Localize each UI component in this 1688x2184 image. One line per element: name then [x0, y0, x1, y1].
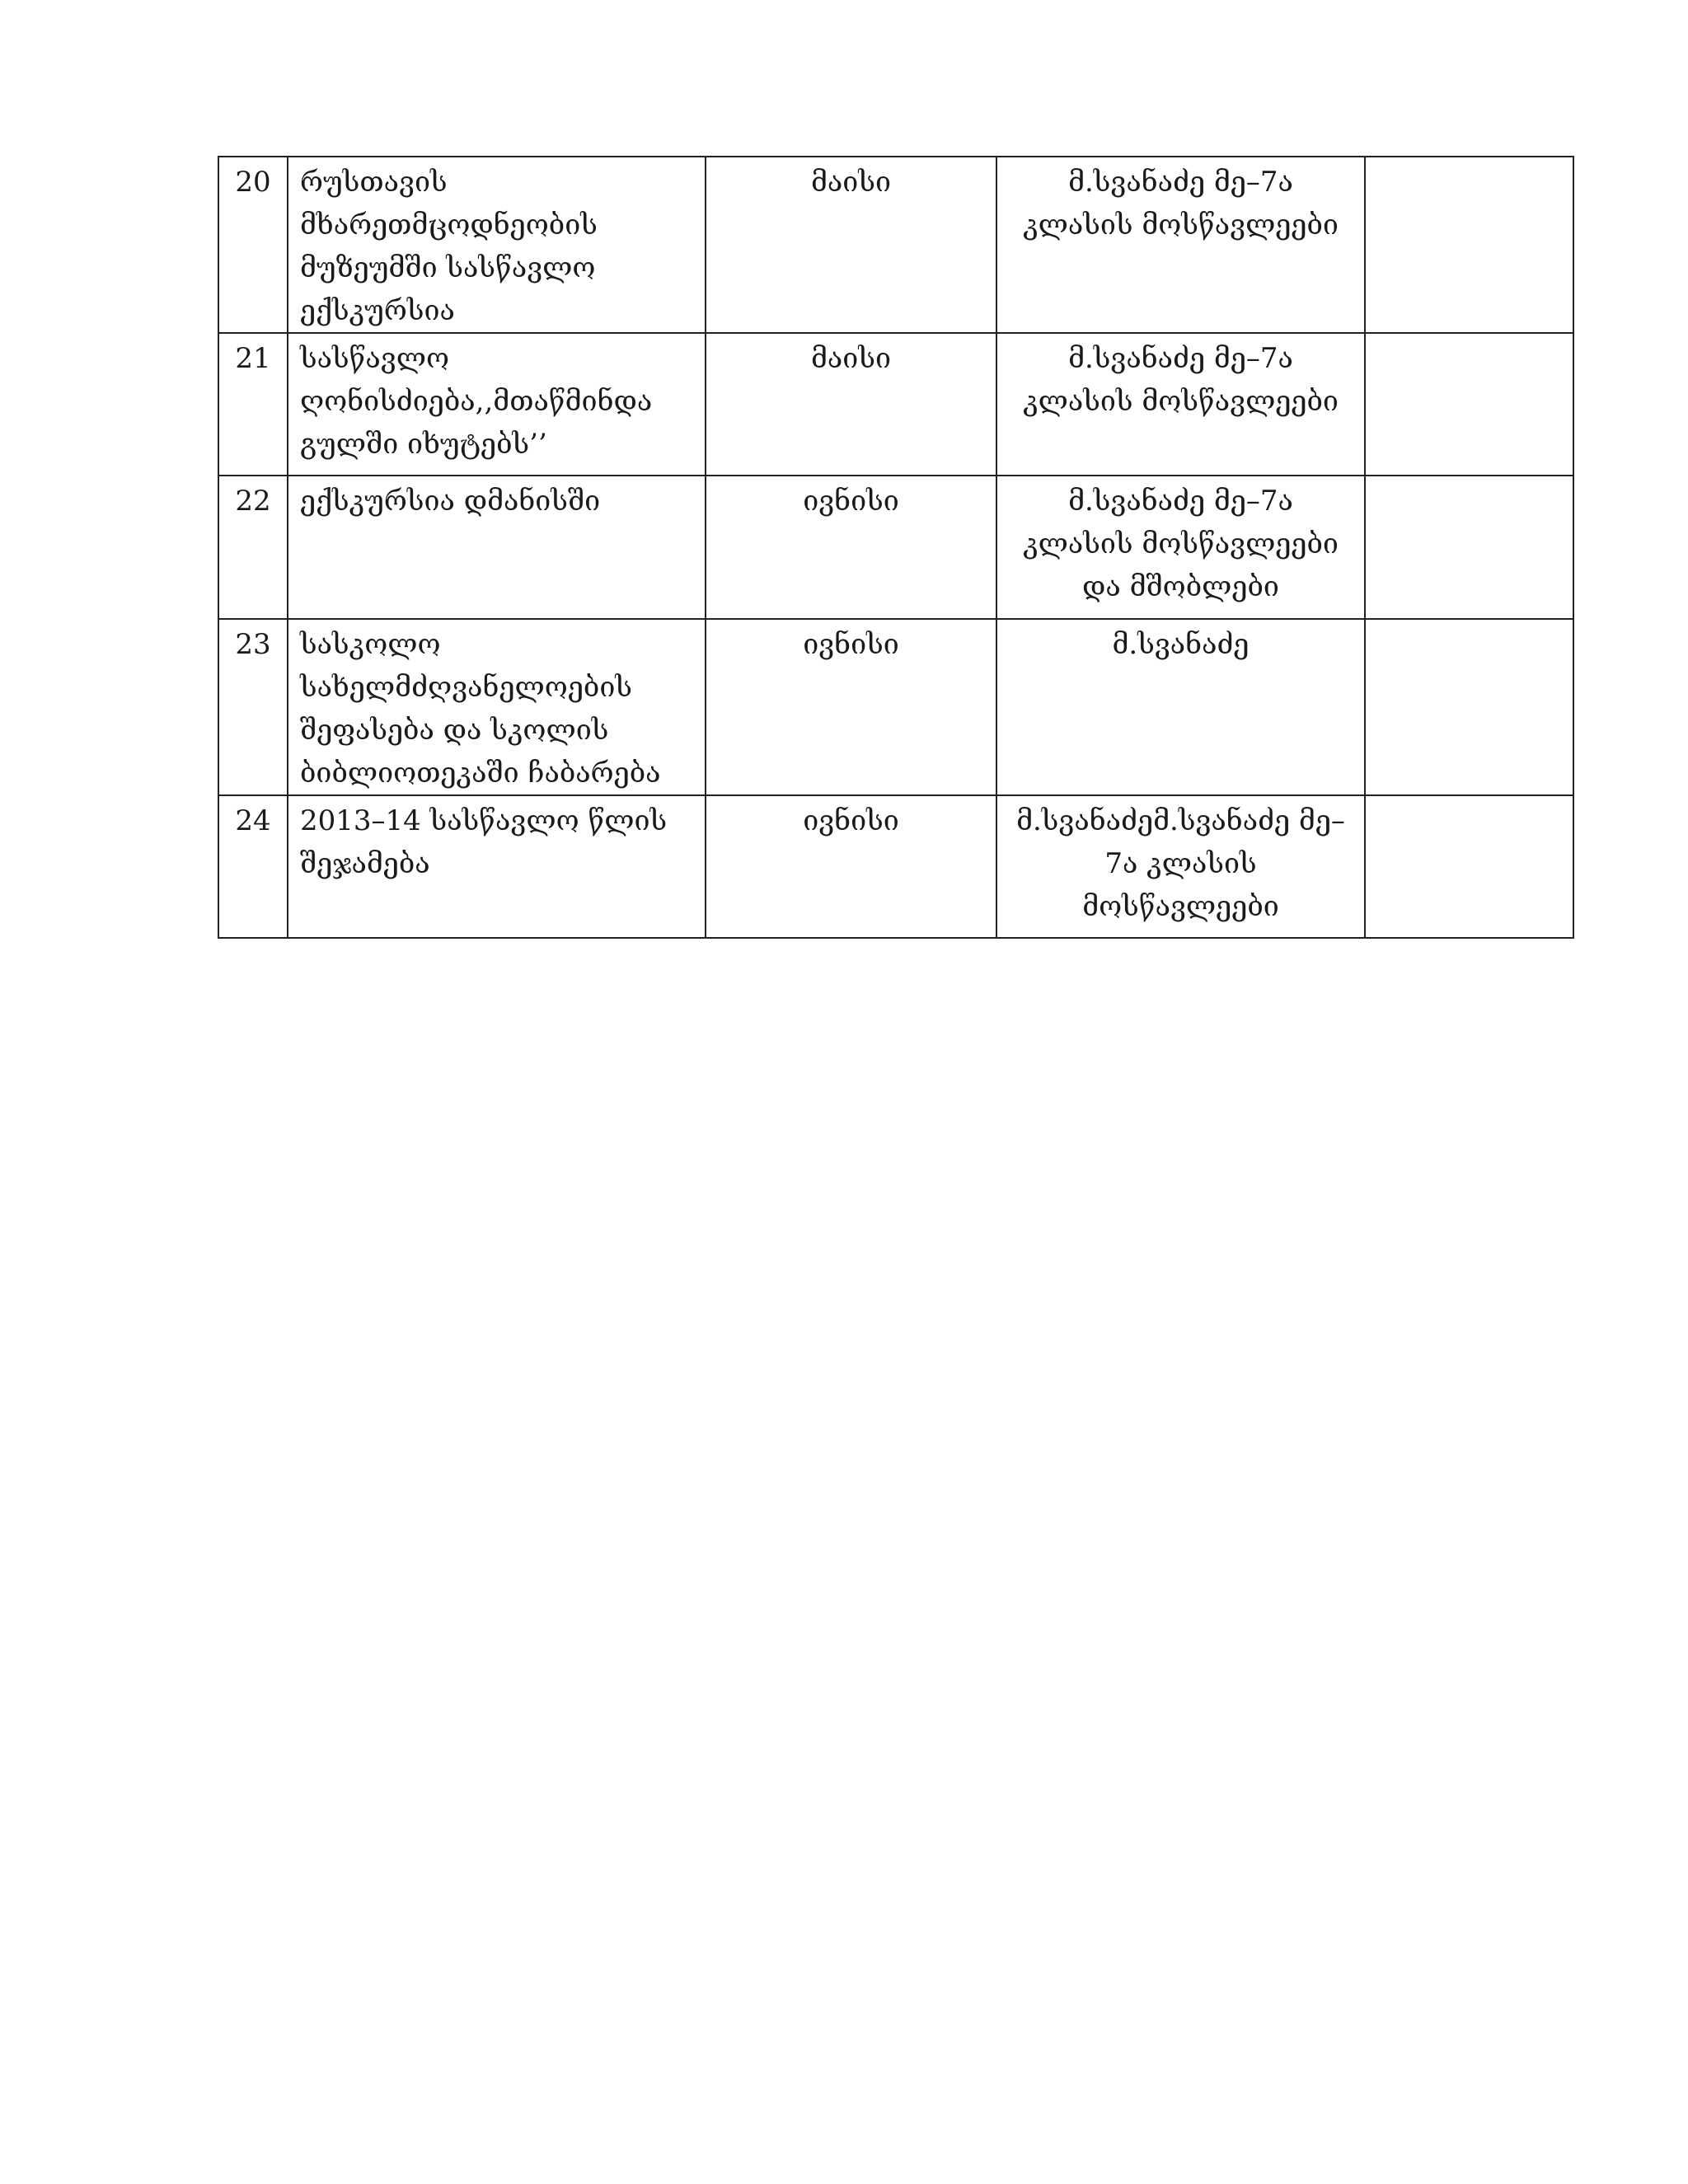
date-cell: ივნისი — [706, 795, 996, 938]
date-cell: ივნისი — [706, 476, 996, 619]
responsible-cell — [996, 619, 1365, 795]
responsible-cell — [996, 476, 1365, 619]
event-line: ექსკურსია — [300, 294, 455, 327]
table-row — [218, 333, 1573, 476]
event-cell — [288, 157, 706, 333]
event-line: შეფასება და სკოლის — [300, 714, 609, 747]
responsible-line: კლასის მოსწავლეები — [1023, 527, 1339, 560]
event-line: მხარეთმცოდნეობის — [300, 209, 598, 241]
responsible-line: მ.სვანაძე მე–7ა — [1068, 166, 1293, 199]
event-cell — [288, 333, 706, 476]
date-cell: ივნისი — [706, 619, 996, 795]
table-row — [218, 619, 1573, 795]
activity-plan-table — [218, 156, 1574, 939]
responsible-line: კლასის მოსწავლეები — [1023, 385, 1339, 418]
event-cell — [288, 795, 706, 938]
note-cell — [1365, 333, 1573, 476]
table-row — [218, 157, 1573, 333]
note-cell — [1365, 619, 1573, 795]
note-cell — [1365, 795, 1573, 938]
row-number-cell: 22 — [218, 476, 288, 619]
responsible-line: კლასის მოსწავლეები — [1023, 209, 1339, 241]
event-line: ღონისძიება,,მთაწმინდა — [300, 385, 653, 418]
responsible-cell — [996, 157, 1365, 333]
event-line: მუზეუმში სასწავლო — [300, 251, 596, 284]
note-cell — [1365, 157, 1573, 333]
table-row — [218, 476, 1573, 619]
event-line: 2013–14 სასწავლო წლის — [300, 804, 668, 837]
date-cell: მაისი — [706, 333, 996, 476]
row-number-cell: 23 — [218, 619, 288, 795]
event-line: სასწავლო — [300, 342, 450, 375]
event-cell — [288, 619, 706, 795]
row-number-cell: 24 — [218, 795, 288, 938]
event-line: გულში იხუტებს’’ — [300, 428, 547, 461]
responsible-cell — [996, 795, 1365, 938]
event-line: სახელმძღვანელოების — [300, 671, 633, 704]
event-line: რუსთავის — [300, 166, 448, 199]
date-cell: მაისი — [706, 157, 996, 333]
event-line: შეჯამება — [300, 847, 430, 880]
responsible-cell — [996, 333, 1365, 476]
responsible-line: მ.სვანაძე მე–7ა — [1068, 485, 1293, 518]
responsible-line: და მშობლები — [1082, 570, 1279, 603]
responsible-line: მ.სვანაძე მე–7ა — [1068, 342, 1293, 375]
responsible-line: მ.სვანაძე — [1112, 628, 1250, 661]
note-cell — [1365, 476, 1573, 619]
responsible-line: მოსწავლეები — [1082, 890, 1279, 923]
event-line: ბიბლიოთეკაში ჩაბარება — [300, 757, 661, 790]
event-line: ექსკურსია დმანისში — [300, 485, 601, 518]
responsible-line: 7ა კლასის — [1104, 847, 1257, 880]
event-cell — [288, 476, 706, 619]
table-row — [218, 795, 1573, 938]
row-number-cell: 20 — [218, 157, 288, 333]
event-line: სასკოლო — [300, 628, 441, 661]
row-number-cell: 21 — [218, 333, 288, 476]
responsible-line: მ.სვანაძემ.სვანაძე მე– — [1016, 804, 1345, 837]
